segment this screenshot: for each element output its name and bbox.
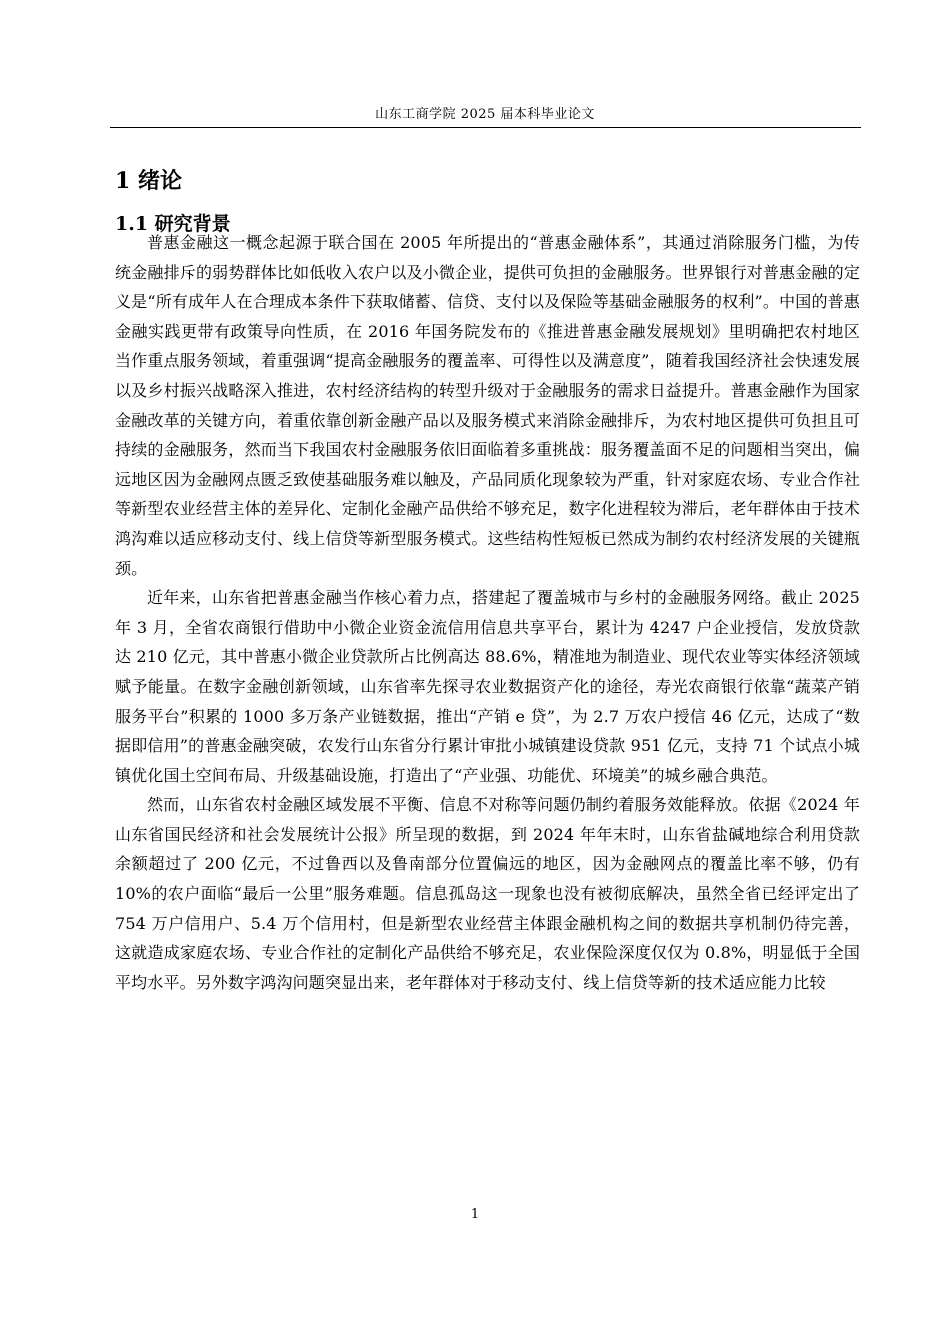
paragraph: 近年来，山东省把普惠金融当作核心着力点，搭建起了覆盖城市与乡村的金融服务网络。截止 2025 年 3 月，全省农商银行借助中小微企业资金流信用信息共享平台，累计为 4247 户企业授信，发放贷款达 210 亿元，其中普惠小微企业贷款所占比例高达 88.6%，精准地为制造业、现代农业等实体经济领域赋予能量。在数字金融创新领域，山东省率先探寻农业数据资产化的途径，寿光农商银行依靠“蔬菜产销服务平台”积累的 1000 多万条产业链数据，推出“产销 e 贷”，为 2.7 万农户授信 46 亿元，达成了“数据即信用”的普惠金融突破，农发行山东省分行累计审批小城镇建设贷款 951 亿元，支持 71 个试点小城镇优化国土空间布局、升级基础设施，打造出了“产业强、功能优、环境美”的城乡融合典范。 bbox=[115, 588, 860, 785]
page-number: 1 bbox=[470, 1207, 480, 1222]
chapter-heading: 1 绪论 bbox=[115, 168, 182, 194]
paragraph: 然而，山东省农村金融区域发展不平衡、信息不对称等问题仍制约着服务效能释放。依据《2024 年山东省国民经济和社会发展统计公报》所呈现的数据，到 2024 年年末时，山东省盐碱地综合利用贷款余额超过了 200 亿元，不过鲁西以及鲁南部分位置偏远的地区，因为金融网点的覆盖比率不够，仍有 10%的农户面临“最后一公里”服务难题。信息孤岛这一现象也没有被彻底解决，虽然全省已经评定出了 754 万户信用户、5.4 万个信用村，但是新型农业经营主体跟金融机构之间的数据共享机制仍待完善，这就造成家庭农场、专业合作社的定制化产品供给不够充足，农业保险深度仅仅为 0.8%，明显低于全国平均水平。另外数字鸿沟问题突显出来，老年群体对于移动支付、线上信贷等新的技术适应能力比较 bbox=[115, 795, 860, 992]
header-rule bbox=[110, 127, 861, 128]
running-header: 山东工商学院 2025 届本科毕业论文 bbox=[375, 107, 595, 122]
paragraph: 普惠金融这一概念起源于联合国在 2005 年所提出的“普惠金融体系”，其通过消除服务门槛，为传统金融排斥的弱势群体比如低收入农户以及小微企业，提供可负担的金融服务。世界银行对普惠金融的定义是“所有成年人在合理成本条件下获取储蓄、信贷、支付以及保险等基础金融服务的权利”。中国的普惠金融实践更带有政策导向性质，在 2016 年国务院发布的《推进普惠金融发展规划》里明确把农村地区当作重点服务领域，着重强调“提高金融服务的覆盖率、可得性以及满意度”，随着我国经济社会快速发展以及乡村振兴战略深入推进，农村经济结构的转型升级对于金融服务的需求日益提升。普惠金融作为国家金融改革的关键方向，着重依靠创新金融产品以及服务模式来消除金融排斥，为农村地区提供可负担且可持续的金融服务，然而当下我国农村金融服务依旧面临着多重挑战：服务覆盖面不足的问题相当突出，偏远地区因为金融网点匮乏致使基础服务难以触及，产品同质化现象较为严重，针对家庭农场、专业合作社等新型农业经营主体的差异化、定制化金融产品供给不够充足，数字化进程较为滞后，老年群体由于技术鸿沟难以适应移动支付、线上信贷等新型服务模式。这些结构性短板已然成为制约农村经济发展的关键瓶颈。 bbox=[115, 233, 860, 578]
body-text bbox=[115, 228, 860, 997]
section-heading: 1.1 研究背景 bbox=[115, 213, 231, 235]
